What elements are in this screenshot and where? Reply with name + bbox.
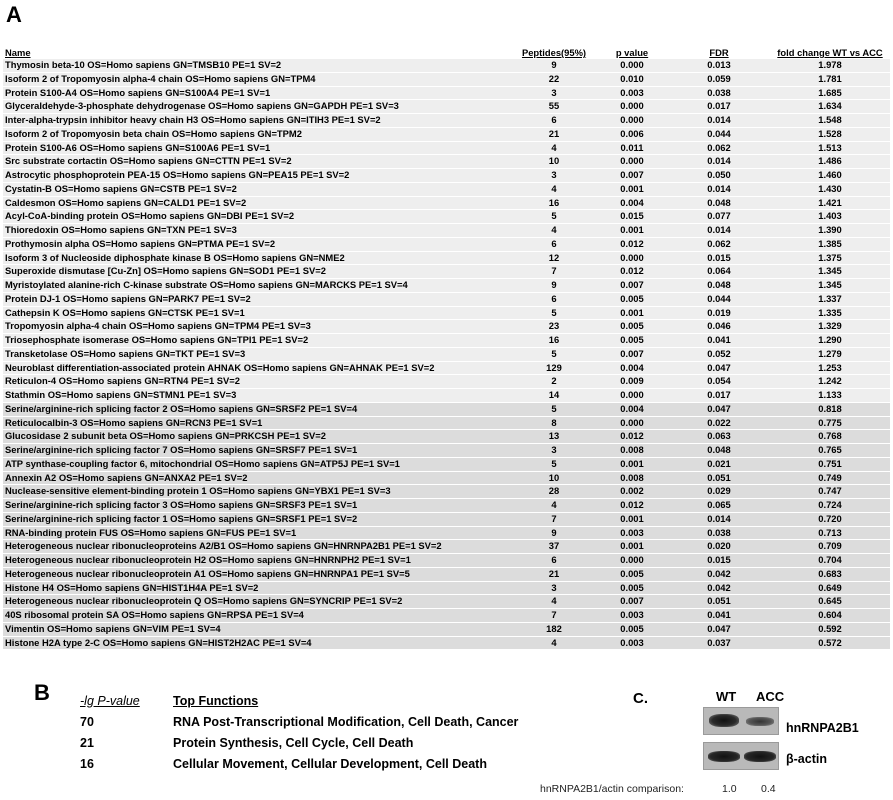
fdr-value-cell: 0.014 (668, 155, 770, 169)
fold-change-cell: 0.713 (770, 526, 890, 540)
fdr-value-cell: 0.047 (668, 622, 770, 636)
fold-change-cell: 1.337 (770, 292, 890, 306)
fold-change-cell: 1.390 (770, 224, 890, 238)
peptides-count-cell: 21 (512, 567, 596, 581)
protein-name-cell: Isoform 2 of Tropomyosin alpha-4 chain OS=Homo sapiens GN=TPM4 (3, 72, 512, 86)
fold-change-cell: 0.572 (770, 636, 890, 650)
fdr-value-cell: 0.015 (668, 251, 770, 265)
p-value-cell: 0.005 (596, 320, 668, 334)
table-row (3, 581, 890, 595)
fdr-value-cell: 0.041 (668, 334, 770, 348)
table-row (3, 416, 890, 430)
table-row (3, 636, 890, 650)
comparison-label: hnRNPA2B1/actin comparison: (540, 783, 684, 795)
p-value-cell: 0.000 (596, 389, 668, 403)
table-row (3, 196, 890, 210)
fdr-value-cell: 0.051 (668, 471, 770, 485)
lane-label-wt: WT (716, 689, 737, 704)
protein-name-cell: Serine/arginine-rich splicing factor 2 OS=Homo sapiens GN=SRSF2 PE=1 SV=4 (3, 402, 512, 416)
protein-table-container (3, 46, 890, 650)
comparison-value-acc: 0.4 (761, 783, 776, 795)
fdr-value-cell: 0.029 (668, 485, 770, 499)
fold-change-cell: 1.403 (770, 210, 890, 224)
table-row (3, 169, 890, 183)
fdr-value-cell: 0.038 (668, 86, 770, 100)
band-wt-actin (708, 751, 740, 762)
peptides-count-cell: 16 (512, 334, 596, 348)
protein-name-cell: RNA-binding protein FUS OS=Homo sapiens GN=FUS PE=1 SV=1 (3, 526, 512, 540)
protein-name-cell: Reticulocalbin-3 OS=Homo sapiens GN=RCN3 PE=1 SV=1 (3, 416, 512, 430)
table-row (3, 114, 890, 128)
peptides-count-cell: 4 (512, 182, 596, 196)
peptides-count-cell: 5 (512, 402, 596, 416)
western-blot (703, 707, 779, 773)
p-value-cell: 0.007 (596, 347, 668, 361)
fold-change-cell: 0.765 (770, 444, 890, 458)
fold-change-cell: 1.329 (770, 320, 890, 334)
table-row (3, 554, 890, 568)
protein-name-cell: Thymosin beta-10 OS=Homo sapiens GN=TMSB10 PE=1 SV=2 (3, 59, 512, 72)
fdr-value-cell: 0.044 (668, 127, 770, 141)
table-row (3, 265, 890, 279)
peptides-count-cell: 13 (512, 430, 596, 444)
fdr-value-cell: 0.048 (668, 196, 770, 210)
p-value-cell: 0.000 (596, 251, 668, 265)
fold-change-cell: 1.421 (770, 196, 890, 210)
fdr-value-cell: 0.037 (668, 636, 770, 650)
peptides-count-cell: 12 (512, 251, 596, 265)
p-value-cell: 0.004 (596, 361, 668, 375)
protein-name-cell: Annexin A2 OS=Homo sapiens GN=ANXA2 PE=1 SV=2 (3, 471, 512, 485)
protein-table (3, 46, 890, 650)
protein-name-cell: Isoform 2 of Tropomyosin beta chain OS=Homo sapiens GN=TPM2 (3, 127, 512, 141)
p-value-cell: 0.001 (596, 306, 668, 320)
table-row (3, 141, 890, 155)
protein-name-cell: Heterogeneous nuclear ribonucleoprotein A1 OS=Homo sapiens GN=HNRNPA1 PE=1 SV=5 (3, 567, 512, 581)
fold-change-cell: 1.345 (770, 265, 890, 279)
fold-change-cell: 0.775 (770, 416, 890, 430)
p-value-cell: 0.005 (596, 622, 668, 636)
protein-name-cell: Histone H4 OS=Homo sapiens GN=HIST1H4A PE=1 SV=2 (3, 581, 512, 595)
p-value-cell: 0.001 (596, 182, 668, 196)
fdr-value-cell: 0.020 (668, 540, 770, 554)
peptides-count-cell: 37 (512, 540, 596, 554)
protein-name-cell: Protein S100-A6 OS=Homo sapiens GN=S100A6 PE=1 SV=1 (3, 141, 512, 155)
table-row (3, 540, 890, 554)
protein-name-cell: Astrocytic phosphoprotein PEA-15 OS=Homo sapiens GN=PEA15 PE=1 SV=2 (3, 169, 512, 183)
p-value-cell: 0.015 (596, 210, 668, 224)
peptides-count-cell: 2 (512, 375, 596, 389)
fdr-value-cell: 0.021 (668, 457, 770, 471)
p-value-cell: 0.008 (596, 471, 668, 485)
fold-change-cell: 1.242 (770, 375, 890, 389)
p-value-cell: 0.011 (596, 141, 668, 155)
protein-name-cell: Heterogeneous nuclear ribonucleoprotein Q OS=Homo sapiens GN=SYNCRIP PE=1 SV=2 (3, 595, 512, 609)
fold-change-cell: 0.768 (770, 430, 890, 444)
fold-change-cell: 0.645 (770, 595, 890, 609)
peptides-count-cell: 5 (512, 306, 596, 320)
peptides-count-cell: 9 (512, 279, 596, 293)
p-value-cell: 0.001 (596, 224, 668, 238)
protein-name-cell: Inter-alpha-trypsin inhibitor heavy chain H3 OS=Homo sapiens GN=ITIH3 PE=1 SV=2 (3, 114, 512, 128)
table-row (3, 430, 890, 444)
table-row (3, 361, 890, 375)
functions-text: Protein Synthesis, Cell Cycle, Cell Death (173, 735, 414, 750)
table-row (3, 210, 890, 224)
panel-label-b: B (34, 680, 50, 705)
fold-change-cell: 0.751 (770, 457, 890, 471)
fold-change-cell: 1.781 (770, 72, 890, 86)
p-value-cell: 0.003 (596, 636, 668, 650)
p-value-cell: 0.000 (596, 59, 668, 72)
table-row (3, 347, 890, 361)
p-value-cell: 0.000 (596, 416, 668, 430)
fdr-value-cell: 0.064 (668, 265, 770, 279)
peptides-count-cell: 129 (512, 361, 596, 375)
fdr-value-cell: 0.046 (668, 320, 770, 334)
p-value-cell: 0.002 (596, 485, 668, 499)
p-value-cell: 0.007 (596, 279, 668, 293)
fdr-value-cell: 0.022 (668, 416, 770, 430)
fdr-value-cell: 0.041 (668, 609, 770, 623)
table-row (3, 155, 890, 169)
protein-name-cell: Protein S100-A4 OS=Homo sapiens GN=S100A4 PE=1 SV=1 (3, 86, 512, 100)
fold-change-cell: 1.385 (770, 237, 890, 251)
p-value-cell: 0.000 (596, 554, 668, 568)
fdr-value-cell: 0.062 (668, 141, 770, 155)
fdr-value-cell: 0.038 (668, 526, 770, 540)
table-row (3, 499, 890, 513)
table-row (3, 402, 890, 416)
lane-label-acc: ACC (756, 689, 785, 704)
blot-actin-strip (703, 742, 779, 770)
peptides-count-cell: 6 (512, 237, 596, 251)
p-value-cell: 0.003 (596, 609, 668, 623)
protein-name-cell: Heterogeneous nuclear ribonucleoproteins A2/B1 OS=Homo sapiens GN=HNRNPA2B1 PE=1 SV=2 (3, 540, 512, 554)
fdr-value-cell: 0.063 (668, 430, 770, 444)
fold-change-cell: 0.724 (770, 499, 890, 513)
fdr-value-cell: 0.019 (668, 306, 770, 320)
table-row (3, 59, 890, 72)
peptides-count-cell: 3 (512, 86, 596, 100)
header-pvalue: p value (596, 46, 668, 59)
header-fdr: FDR (668, 46, 770, 59)
functions-row (80, 732, 623, 753)
peptides-count-cell: 10 (512, 471, 596, 485)
p-value-cell: 0.003 (596, 86, 668, 100)
peptides-count-cell: 21 (512, 127, 596, 141)
fdr-value-cell: 0.015 (668, 554, 770, 568)
functions-header-lg: -lg P-value (80, 693, 140, 708)
p-value-cell: 0.009 (596, 375, 668, 389)
table-row (3, 457, 890, 471)
protein-name-cell: Reticulon-4 OS=Homo sapiens GN=RTN4 PE=1 SV=2 (3, 375, 512, 389)
protein-name-cell: Neuroblast differentiation-associated protein AHNAK OS=Homo sapiens GN=AHNAK PE=1 SV=2 (3, 361, 512, 375)
p-value-cell: 0.012 (596, 499, 668, 513)
functions-header-row (80, 690, 623, 711)
top-functions-table (80, 690, 623, 774)
table-row (3, 306, 890, 320)
table-row (3, 320, 890, 334)
p-value-cell: 0.001 (596, 512, 668, 526)
p-value-cell: 0.003 (596, 526, 668, 540)
p-value-cell: 0.000 (596, 100, 668, 114)
peptides-count-cell: 7 (512, 609, 596, 623)
fdr-value-cell: 0.014 (668, 224, 770, 238)
header-name: Name (3, 46, 512, 59)
peptides-count-cell: 14 (512, 389, 596, 403)
p-value-cell: 0.010 (596, 72, 668, 86)
p-value-cell: 0.004 (596, 196, 668, 210)
peptides-count-cell: 55 (512, 100, 596, 114)
functions-row (80, 711, 623, 732)
peptides-count-cell: 7 (512, 265, 596, 279)
table-row (3, 609, 890, 623)
blot-label-hnrnpa2b1: hnRNPA2B1 (786, 721, 859, 735)
fold-change-cell: 1.634 (770, 100, 890, 114)
functions-text: RNA Post-Transcriptional Modification, Cell Death, Cancer (173, 714, 519, 729)
fdr-value-cell: 0.059 (668, 72, 770, 86)
peptides-count-cell: 4 (512, 224, 596, 238)
fold-change-cell: 1.335 (770, 306, 890, 320)
fold-change-cell: 1.253 (770, 361, 890, 375)
protein-name-cell: Prothymosin alpha OS=Homo sapiens GN=PTMA PE=1 SV=2 (3, 237, 512, 251)
table-row (3, 237, 890, 251)
p-value-cell: 0.012 (596, 265, 668, 279)
p-value-cell: 0.012 (596, 237, 668, 251)
p-value-cell: 0.005 (596, 334, 668, 348)
table-row (3, 100, 890, 114)
protein-name-cell: Acyl-CoA-binding protein OS=Homo sapiens GN=DBI PE=1 SV=2 (3, 210, 512, 224)
table-row (3, 471, 890, 485)
fold-change-cell: 1.430 (770, 182, 890, 196)
header-fold-change: fold change WT vs ACC (770, 46, 890, 59)
fold-change-cell: 0.749 (770, 471, 890, 485)
fold-change-cell: 1.375 (770, 251, 890, 265)
p-value-cell: 0.005 (596, 581, 668, 595)
table-row (3, 567, 890, 581)
fold-change-cell: 1.548 (770, 114, 890, 128)
table-row (3, 334, 890, 348)
fold-change-cell: 0.704 (770, 554, 890, 568)
protein-name-cell: Serine/arginine-rich splicing factor 1 OS=Homo sapiens GN=SRSF1 PE=1 SV=2 (3, 512, 512, 526)
fold-change-cell: 0.720 (770, 512, 890, 526)
peptides-count-cell: 8 (512, 416, 596, 430)
protein-name-cell: Cathepsin K OS=Homo sapiens GN=CTSK PE=1 SV=1 (3, 306, 512, 320)
p-value-cell: 0.012 (596, 430, 668, 444)
peptides-count-cell: 22 (512, 72, 596, 86)
peptides-count-cell: 5 (512, 210, 596, 224)
fdr-value-cell: 0.065 (668, 499, 770, 513)
fold-change-cell: 1.486 (770, 155, 890, 169)
peptides-count-cell: 28 (512, 485, 596, 499)
fdr-value-cell: 0.047 (668, 361, 770, 375)
peptides-count-cell: 3 (512, 169, 596, 183)
protein-name-cell: Glyceraldehyde-3-phosphate dehydrogenase OS=Homo sapiens GN=GAPDH PE=1 SV=3 (3, 100, 512, 114)
p-value-cell: 0.008 (596, 444, 668, 458)
fdr-value-cell: 0.052 (668, 347, 770, 361)
blot-label-actin: β-actin (786, 752, 827, 766)
table-row (3, 389, 890, 403)
fdr-value-cell: 0.014 (668, 182, 770, 196)
peptides-count-cell: 4 (512, 141, 596, 155)
fdr-value-cell: 0.014 (668, 114, 770, 128)
p-value-cell: 0.000 (596, 114, 668, 128)
protein-name-cell: Nuclease-sensitive element-binding protein 1 OS=Homo sapiens GN=YBX1 PE=1 SV=3 (3, 485, 512, 499)
peptides-count-cell: 5 (512, 457, 596, 471)
table-row (3, 375, 890, 389)
functions-row (80, 753, 623, 774)
protein-name-cell: Stathmin OS=Homo sapiens GN=STMN1 PE=1 SV=3 (3, 389, 512, 403)
blot-hnrnpa2b1-strip (703, 707, 779, 735)
peptides-count-cell: 9 (512, 526, 596, 540)
protein-name-cell: Thioredoxin OS=Homo sapiens GN=TXN PE=1 SV=3 (3, 224, 512, 238)
table-row (3, 622, 890, 636)
peptides-count-cell: 10 (512, 155, 596, 169)
fdr-value-cell: 0.013 (668, 59, 770, 72)
functions-lg-value: 16 (80, 756, 94, 771)
header-peptides: Peptides(95%) (512, 46, 596, 59)
peptides-count-cell: 23 (512, 320, 596, 334)
peptides-count-cell: 3 (512, 581, 596, 595)
functions-lg-value: 70 (80, 714, 94, 729)
fold-change-cell: 0.592 (770, 622, 890, 636)
protein-name-cell: Glucosidase 2 subunit beta OS=Homo sapiens GN=PRKCSH PE=1 SV=2 (3, 430, 512, 444)
protein-name-cell: Vimentin OS=Homo sapiens GN=VIM PE=1 SV=4 (3, 622, 512, 636)
fdr-value-cell: 0.047 (668, 402, 770, 416)
p-value-cell: 0.006 (596, 127, 668, 141)
peptides-count-cell: 6 (512, 554, 596, 568)
fdr-value-cell: 0.050 (668, 169, 770, 183)
p-value-cell: 0.007 (596, 595, 668, 609)
p-value-cell: 0.000 (596, 155, 668, 169)
table-row (3, 526, 890, 540)
protein-name-cell: Cystatin-B OS=Homo sapiens GN=CSTB PE=1 SV=2 (3, 182, 512, 196)
protein-name-cell: Caldesmon OS=Homo sapiens GN=CALD1 PE=1 SV=2 (3, 196, 512, 210)
fold-change-cell: 1.133 (770, 389, 890, 403)
p-value-cell: 0.004 (596, 402, 668, 416)
panel-label-a: A (6, 2, 22, 27)
protein-name-cell: Superoxide dismutase [Cu-Zn] OS=Homo sapiens GN=SOD1 PE=1 SV=2 (3, 265, 512, 279)
fdr-value-cell: 0.048 (668, 279, 770, 293)
peptides-count-cell: 5 (512, 347, 596, 361)
peptides-count-cell: 9 (512, 59, 596, 72)
peptides-count-cell: 182 (512, 622, 596, 636)
fdr-value-cell: 0.044 (668, 292, 770, 306)
peptides-count-cell: 6 (512, 292, 596, 306)
fold-change-cell: 0.709 (770, 540, 890, 554)
fold-change-cell: 1.345 (770, 279, 890, 293)
p-value-cell: 0.005 (596, 567, 668, 581)
table-row (3, 224, 890, 238)
fold-change-cell: 0.683 (770, 567, 890, 581)
fdr-value-cell: 0.017 (668, 389, 770, 403)
table-row (3, 127, 890, 141)
p-value-cell: 0.005 (596, 292, 668, 306)
peptides-count-cell: 6 (512, 114, 596, 128)
fold-change-cell: 0.649 (770, 581, 890, 595)
fdr-value-cell: 0.051 (668, 595, 770, 609)
fdr-value-cell: 0.014 (668, 512, 770, 526)
protein-name-cell: Tropomyosin alpha-4 chain OS=Homo sapiens GN=TPM4 PE=1 SV=3 (3, 320, 512, 334)
functions-lg-value: 21 (80, 735, 94, 750)
fold-change-cell: 0.818 (770, 402, 890, 416)
protein-name-cell: 40S ribosomal protein SA OS=Homo sapiens GN=RPSA PE=1 SV=4 (3, 609, 512, 623)
p-value-cell: 0.007 (596, 169, 668, 183)
protein-name-cell: Isoform 3 of Nucleoside diphosphate kinase B OS=Homo sapiens GN=NME2 (3, 251, 512, 265)
p-value-cell: 0.001 (596, 457, 668, 471)
protein-name-cell: Protein DJ-1 OS=Homo sapiens GN=PARK7 PE=1 SV=2 (3, 292, 512, 306)
fdr-value-cell: 0.062 (668, 237, 770, 251)
panel-label-c: C. (633, 690, 648, 707)
protein-name-cell: Src substrate cortactin OS=Homo sapiens GN=CTTN PE=1 SV=2 (3, 155, 512, 169)
table-row (3, 512, 890, 526)
peptides-count-cell: 4 (512, 595, 596, 609)
fold-change-cell: 1.279 (770, 347, 890, 361)
table-row (3, 251, 890, 265)
functions-text: Cellular Movement, Cellular Development, Cell Death (173, 756, 487, 771)
table-row (3, 444, 890, 458)
protein-name-cell: Transketolase OS=Homo sapiens GN=TKT PE=1 SV=3 (3, 347, 512, 361)
table-row (3, 182, 890, 196)
fdr-value-cell: 0.048 (668, 444, 770, 458)
fdr-value-cell: 0.042 (668, 567, 770, 581)
protein-name-cell: Myristoylated alanine-rich C-kinase substrate OS=Homo sapiens GN=MARCKS PE=1 SV=4 (3, 279, 512, 293)
comparison-value-wt: 1.0 (722, 783, 737, 795)
fdr-value-cell: 0.017 (668, 100, 770, 114)
fold-change-cell: 1.978 (770, 59, 890, 72)
peptides-count-cell: 3 (512, 444, 596, 458)
protein-name-cell: Triosephosphate isomerase OS=Homo sapiens GN=TPI1 PE=1 SV=2 (3, 334, 512, 348)
fold-change-cell: 0.747 (770, 485, 890, 499)
band-acc-actin (744, 751, 776, 762)
table-row (3, 72, 890, 86)
fdr-value-cell: 0.077 (668, 210, 770, 224)
table-row (3, 292, 890, 306)
fold-change-cell: 1.513 (770, 141, 890, 155)
peptides-count-cell: 16 (512, 196, 596, 210)
band-acc-hnrnpa2b1 (746, 717, 774, 726)
fold-change-cell: 1.290 (770, 334, 890, 348)
table-row (3, 485, 890, 499)
fold-change-cell: 1.528 (770, 127, 890, 141)
peptides-count-cell: 4 (512, 636, 596, 650)
band-wt-hnrnpa2b1 (709, 714, 739, 727)
functions-header-fn: Top Functions (173, 693, 259, 708)
protein-name-cell: Serine/arginine-rich splicing factor 7 OS=Homo sapiens GN=SRSF7 PE=1 SV=1 (3, 444, 512, 458)
table-header-row (3, 46, 890, 59)
protein-name-cell: Serine/arginine-rich splicing factor 3 OS=Homo sapiens GN=SRSF3 PE=1 SV=1 (3, 499, 512, 513)
table-row (3, 86, 890, 100)
fold-change-cell: 1.685 (770, 86, 890, 100)
protein-name-cell: Histone H2A type 2-C OS=Homo sapiens GN=HIST2H2AC PE=1 SV=4 (3, 636, 512, 650)
peptides-count-cell: 7 (512, 512, 596, 526)
protein-name-cell: ATP synthase-coupling factor 6, mitochondrial OS=Homo sapiens GN=ATP5J PE=1 SV=1 (3, 457, 512, 471)
table-row (3, 279, 890, 293)
p-value-cell: 0.001 (596, 540, 668, 554)
fold-change-cell: 1.460 (770, 169, 890, 183)
protein-name-cell: Heterogeneous nuclear ribonucleoprotein H2 OS=Homo sapiens GN=HNRNPH2 PE=1 SV=1 (3, 554, 512, 568)
table-body (3, 59, 890, 650)
peptides-count-cell: 4 (512, 499, 596, 513)
fdr-value-cell: 0.054 (668, 375, 770, 389)
table-row (3, 595, 890, 609)
fold-change-cell: 0.604 (770, 609, 890, 623)
fdr-value-cell: 0.042 (668, 581, 770, 595)
